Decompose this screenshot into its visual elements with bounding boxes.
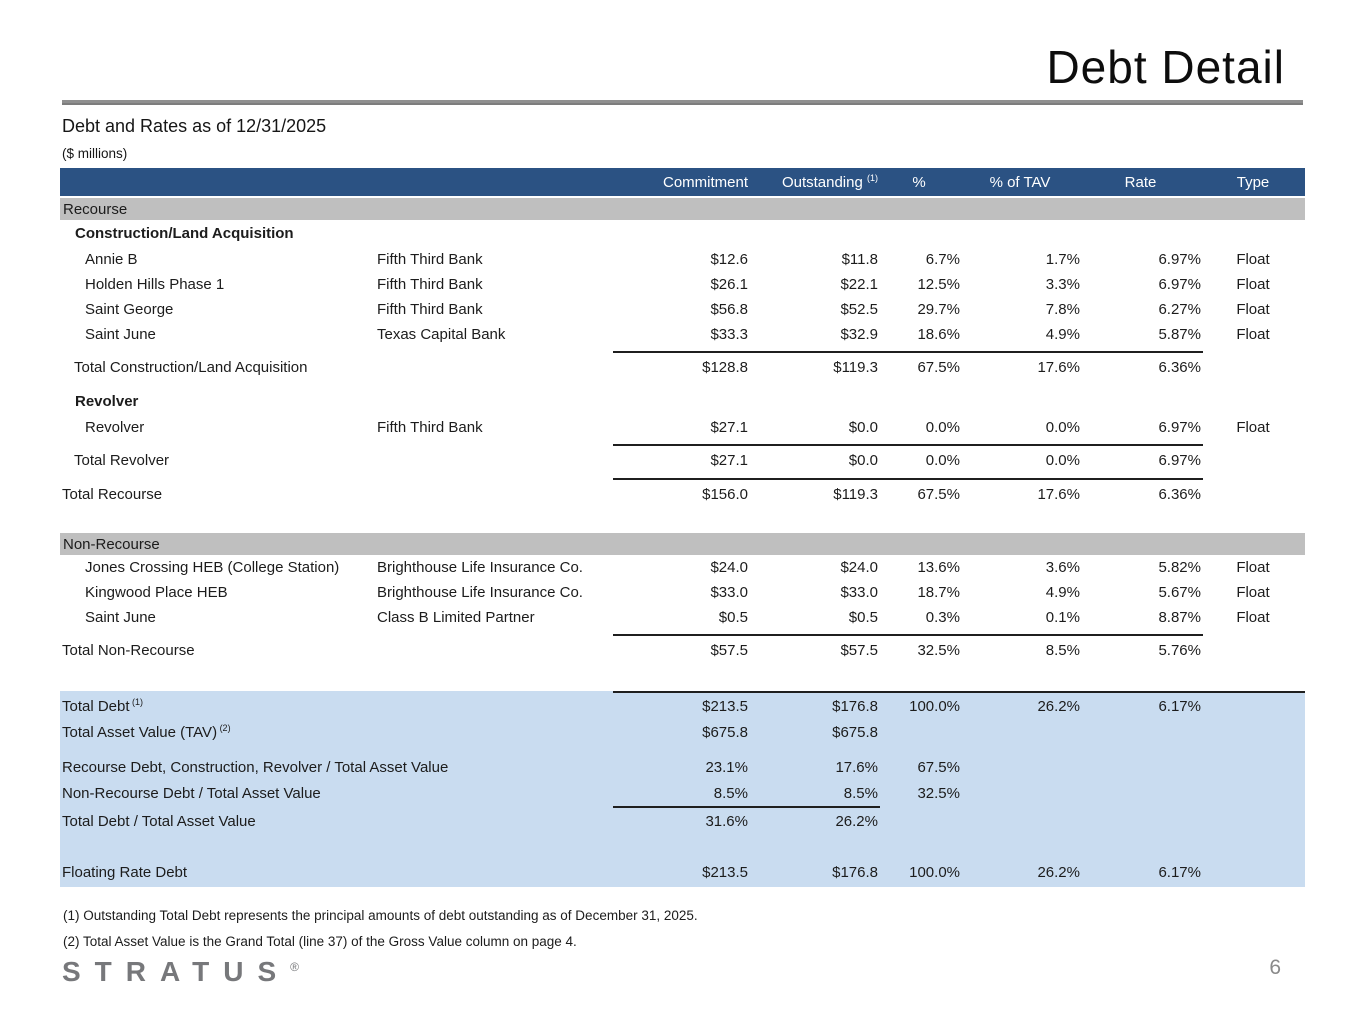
outstanding-value: 26.2% xyxy=(835,812,878,830)
lender-name: Brighthouse Life Insurance Co. xyxy=(377,584,583,601)
total-row xyxy=(60,693,1305,719)
stratus-logo xyxy=(62,956,299,988)
pct-of-tav-value: 3.3% xyxy=(1045,276,1080,293)
rate-value: 6.97% xyxy=(1158,419,1201,436)
total-label-text: Total Non-Recourse xyxy=(62,641,195,659)
section-header-row xyxy=(60,533,1305,555)
subsection-label: Construction/Land Acquisition xyxy=(75,225,294,242)
commitment-value: $26.1 xyxy=(710,276,748,293)
registered-mark-icon: ® xyxy=(290,960,299,974)
outstanding-value: $0.5 xyxy=(848,609,878,626)
commitment-value: $156.0 xyxy=(702,485,748,503)
commitment-value: $56.8 xyxy=(710,301,748,318)
outstanding-value: $675.8 xyxy=(832,723,878,741)
pct-of-tav-value: 17.6% xyxy=(1037,358,1080,376)
pct-of-tav-value: 3.6% xyxy=(1045,559,1080,576)
pct-of-tav-value: 1.7% xyxy=(1045,251,1080,268)
outstanding-value: $22.1 xyxy=(840,276,878,293)
pct-value: 67.5% xyxy=(917,358,960,376)
total-row xyxy=(60,780,1305,806)
type-value: Float xyxy=(1236,301,1270,318)
total-row xyxy=(60,480,1305,508)
table-header-row xyxy=(60,168,1305,196)
rate-value: 5.87% xyxy=(1158,326,1201,343)
rate-value: 6.17% xyxy=(1158,863,1201,881)
total-row xyxy=(60,636,1305,664)
total-label-text: Total Asset Value (TAV) xyxy=(62,724,218,741)
spacer-row xyxy=(60,745,1305,754)
pct-value: 13.6% xyxy=(917,559,960,576)
outstanding-value: 17.6% xyxy=(835,758,878,776)
outstanding-value: $57.5 xyxy=(840,641,878,659)
subsection-header-row xyxy=(60,220,1305,247)
pct-value: 12.5% xyxy=(917,276,960,293)
spacer-row xyxy=(60,381,1305,388)
commitment-value: 31.6% xyxy=(705,812,748,830)
pct-value: 100.0% xyxy=(909,697,960,715)
type-value: Float xyxy=(1236,609,1270,626)
debt-row xyxy=(60,555,1305,580)
total-label xyxy=(60,642,613,659)
total-row xyxy=(60,808,1305,834)
total-label xyxy=(60,359,613,376)
pct-value: 29.7% xyxy=(917,301,960,318)
pct-of-tav-value: 8.5% xyxy=(1045,641,1080,659)
pct-value: 100.0% xyxy=(909,863,960,881)
subsection-label: Revolver xyxy=(75,393,139,410)
col-header-rate: Rate xyxy=(1124,173,1157,191)
rate-value: 6.97% xyxy=(1158,276,1201,293)
total-label xyxy=(60,452,613,469)
col-header-pct-of-tav: % of TAV xyxy=(989,173,1051,191)
property-name: Kingwood Place HEB xyxy=(85,584,228,601)
outstanding-value: $176.8 xyxy=(832,697,878,715)
debt-table-body xyxy=(60,198,1305,691)
outstanding-value: $33.0 xyxy=(840,584,878,601)
debt-row xyxy=(60,605,1305,630)
section-label: Recourse xyxy=(63,200,128,218)
commitment-value: $27.1 xyxy=(710,451,748,469)
pct-of-tav-value: 4.9% xyxy=(1045,326,1080,343)
rate-value: 6.97% xyxy=(1158,251,1201,268)
total-label xyxy=(60,486,613,503)
commitment-value: $27.1 xyxy=(710,419,748,436)
outstanding-value: $52.5 xyxy=(840,301,878,318)
commitment-value: $213.5 xyxy=(702,697,748,715)
total-label xyxy=(60,759,613,776)
commitment-value: $0.5 xyxy=(718,609,748,626)
rate-value: 6.97% xyxy=(1158,451,1201,469)
commitment-value: $24.0 xyxy=(710,559,748,576)
total-label-text: Floating Rate Debt xyxy=(62,863,188,881)
page-number: 6 xyxy=(1269,956,1281,979)
debt-row xyxy=(60,247,1305,272)
col-header-type: Type xyxy=(1236,173,1270,191)
type-value: Float xyxy=(1236,584,1270,601)
total-label xyxy=(60,723,613,741)
subsection-header-row xyxy=(60,388,1305,415)
property-name: Revolver xyxy=(85,419,145,436)
type-value: Float xyxy=(1236,559,1270,576)
stratus-logo-text: STRATUS xyxy=(62,956,291,987)
pct-of-tav-value: 0.0% xyxy=(1045,451,1080,469)
rate-value: 6.27% xyxy=(1158,301,1201,318)
col-header-pct: % xyxy=(912,173,926,191)
footnotes xyxy=(63,903,698,955)
pct-value: 0.0% xyxy=(925,419,960,436)
total-row xyxy=(60,859,1305,885)
pct-value: 0.0% xyxy=(925,451,960,469)
pct-of-tav-value: 7.8% xyxy=(1045,301,1080,318)
total-label-text: Non-Recourse Debt / Total Asset Value xyxy=(62,784,321,802)
commitment-value: 23.1% xyxy=(705,758,748,776)
commitment-value: $128.8 xyxy=(702,358,748,376)
outstanding-value: $32.9 xyxy=(840,326,878,343)
pct-value: 32.5% xyxy=(917,641,960,659)
lender-name: Class B Limited Partner xyxy=(377,609,535,626)
rate-value: 5.76% xyxy=(1158,641,1201,659)
total-label-text: Total Recourse xyxy=(62,485,163,503)
total-label xyxy=(60,813,613,830)
section-label: Non-Recourse xyxy=(63,535,160,553)
spacer-row xyxy=(60,834,1305,859)
pct-of-tav-value: 17.6% xyxy=(1037,485,1080,503)
footnote-2: (2) Total Asset Value is the Grand Total (line 37) of the Gross Value column on page 4. xyxy=(63,934,577,949)
outstanding-value: $24.0 xyxy=(840,559,878,576)
rate-value: 5.67% xyxy=(1158,584,1201,601)
commitment-value: $33.0 xyxy=(710,584,748,601)
total-row xyxy=(60,446,1305,474)
rate-value: 5.82% xyxy=(1158,559,1201,576)
debt-row xyxy=(60,322,1305,347)
type-value: Float xyxy=(1236,251,1270,268)
debt-row xyxy=(60,297,1305,322)
pct-value: 6.7% xyxy=(925,251,960,268)
pct-value: 32.5% xyxy=(917,784,960,802)
pct-of-tav-value: 0.0% xyxy=(1045,419,1080,436)
pct-value: 67.5% xyxy=(917,485,960,503)
outstanding-value: $11.8 xyxy=(841,251,878,268)
outstanding-value: $119.3 xyxy=(833,485,878,503)
pct-of-tav-value: 4.9% xyxy=(1045,584,1080,601)
debt-row xyxy=(60,272,1305,297)
total-label-text: Total Debt / Total Asset Value xyxy=(62,812,256,830)
spacer-row xyxy=(60,664,1305,691)
lender-name: Texas Capital Bank xyxy=(377,326,506,343)
lender-name: Fifth Third Bank xyxy=(377,251,483,268)
commitment-value: $57.5 xyxy=(710,641,748,659)
total-label xyxy=(60,864,613,881)
total-label-text: Recourse Debt, Construction, Revolver / Total Asset Value xyxy=(62,758,449,776)
pct-value: 67.5% xyxy=(917,758,960,776)
pct-of-tav-value: 0.1% xyxy=(1045,609,1080,626)
rate-value: 8.87% xyxy=(1158,609,1201,626)
total-label xyxy=(60,785,613,802)
col-header-outstanding xyxy=(748,173,878,191)
property-name: Jones Crossing HEB (College Station) xyxy=(85,559,340,576)
property-name: Saint June xyxy=(85,326,156,343)
debt-row xyxy=(60,580,1305,605)
lender-name: Fifth Third Bank xyxy=(377,419,483,436)
property-name: Saint June xyxy=(85,609,156,626)
outstanding-value: 8.5% xyxy=(843,784,878,802)
lender-name: Fifth Third Bank xyxy=(377,276,483,293)
type-value: Float xyxy=(1236,276,1270,293)
rate-value: 6.17% xyxy=(1158,697,1201,715)
commitment-value: $12.6 xyxy=(710,251,748,268)
total-row xyxy=(60,353,1305,381)
col-header-outstanding-label: Outstanding xyxy=(781,174,863,191)
outstanding-value: $176.8 xyxy=(832,863,878,881)
debt-table xyxy=(60,168,1305,887)
rate-value: 6.36% xyxy=(1158,485,1201,503)
property-name: Saint George xyxy=(85,301,174,318)
property-name: Holden Hills Phase 1 xyxy=(85,276,225,293)
commitment-value: $675.8 xyxy=(702,723,748,741)
rate-value: 6.36% xyxy=(1158,358,1201,376)
commitment-value: $33.3 xyxy=(710,326,748,343)
total-label-text: Total Debt xyxy=(62,698,130,715)
units-note: ($ millions) xyxy=(62,146,128,161)
pct-of-tav-value: 26.2% xyxy=(1037,863,1080,881)
pct-value: 18.6% xyxy=(917,326,960,343)
total-row xyxy=(60,719,1305,745)
total-row xyxy=(60,754,1305,780)
pct-of-tav-value: 26.2% xyxy=(1037,697,1080,715)
footnote-ref: (1) xyxy=(129,697,144,707)
col-header-commitment: Commitment xyxy=(662,173,748,191)
property-name: Annie B xyxy=(85,251,138,268)
total-label-text: Total Construction/Land Acquisition xyxy=(74,358,308,376)
pct-value: 18.7% xyxy=(917,584,960,601)
commitment-value: 8.5% xyxy=(713,784,748,802)
total-label-text: Total Revolver xyxy=(74,451,170,469)
outstanding-value: $119.3 xyxy=(833,358,878,376)
outstanding-value: $0.0 xyxy=(848,419,878,436)
type-value: Float xyxy=(1236,419,1270,436)
footnote-1: (1) Outstanding Total Debt represents the principal amounts of debt outstanding as of December 31, 2025. xyxy=(63,908,698,923)
total-label xyxy=(60,697,613,715)
lender-name: Fifth Third Bank xyxy=(377,301,483,318)
section-header-row xyxy=(60,198,1305,220)
title-underline xyxy=(62,100,1303,105)
page-title: Debt Detail xyxy=(1046,41,1285,93)
debt-row xyxy=(60,415,1305,440)
totals-highlight-block xyxy=(60,691,1305,887)
pct-value: 0.3% xyxy=(925,609,960,626)
commitment-value: $213.5 xyxy=(702,863,748,881)
subtitle: Debt and Rates as of 12/31/2025 xyxy=(62,116,327,136)
type-value: Float xyxy=(1236,326,1270,343)
col-header-outstanding-footref: (1) xyxy=(867,173,878,183)
outstanding-value: $0.0 xyxy=(848,451,878,469)
footnote-ref: (2) xyxy=(217,723,231,733)
spacer-row xyxy=(60,508,1305,533)
lender-name: Brighthouse Life Insurance Co. xyxy=(377,559,583,576)
